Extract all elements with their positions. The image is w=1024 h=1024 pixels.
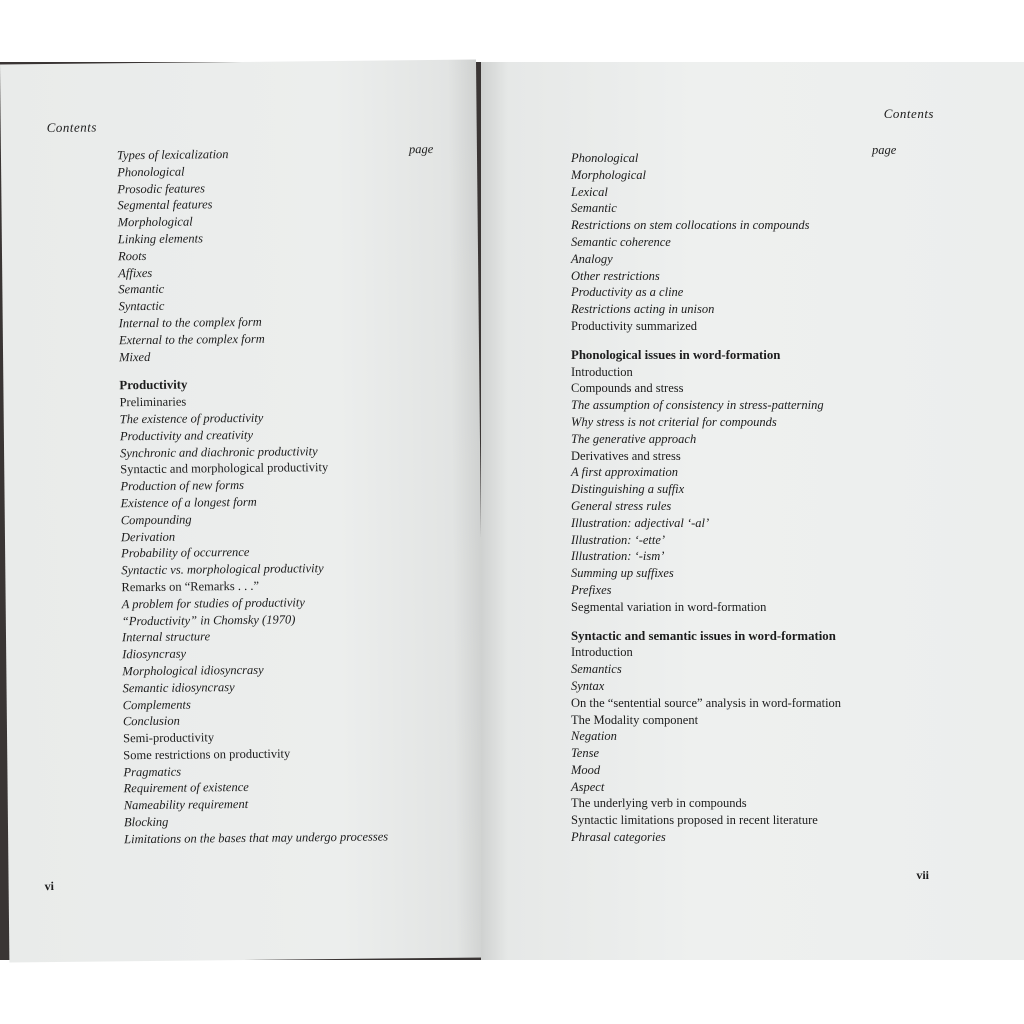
section-title: Productivity summarized — [571, 318, 698, 333]
section-title: Syntax — [571, 678, 605, 693]
section-title: Phonological — [571, 151, 639, 165]
folio: vi — [44, 878, 55, 894]
section-title: Morphological idiosyncrasy — [122, 662, 264, 679]
section-title: Existence of a longest form — [120, 494, 257, 511]
section-title: The existence of productivity — [119, 410, 264, 427]
section-title: Mixed — [119, 349, 151, 364]
section-title: Syntactic and morphological productivity — [120, 460, 329, 477]
section-title: Restrictions on stem collocations in compounds — [571, 218, 810, 233]
section-title: The underlying verb in compounds — [571, 796, 747, 811]
section-title: The generative approach — [571, 431, 697, 446]
section-title: Production of new forms — [120, 478, 245, 494]
section-title: Syntactic and semantic issues in word-formation — [571, 628, 836, 643]
section-title: Distinguishing a suffix — [571, 482, 685, 497]
section-title: Syntactic vs. morphological productivity — [121, 561, 324, 578]
section-title: Affixes — [118, 265, 153, 280]
section-title: Types of lexicalization — [116, 147, 229, 163]
section-title: Lexical — [571, 184, 608, 199]
running-head: Contents — [883, 106, 934, 121]
section-title: Summing up suffixes — [571, 566, 674, 581]
section-title: Requirement of existence — [123, 780, 249, 796]
page-column-label: page — [872, 143, 897, 157]
section-title: Remarks on “Remarks . . .” — [121, 578, 260, 595]
section-title: Conclusion — [122, 713, 180, 729]
section-title: Nameability requirement — [123, 797, 249, 813]
section-title: Pragmatics — [123, 764, 182, 779]
page-column-label: page — [408, 141, 434, 157]
section-title: Derivatives and stress — [571, 448, 681, 463]
section-title: Syntactic limitations proposed in recent literature — [571, 813, 818, 828]
section-title: Illustration: adjectival ‘-al’ — [571, 515, 710, 530]
section-title: Segmental features — [117, 197, 213, 213]
section-title: A first approximation — [571, 465, 678, 480]
section-title: Aspect — [571, 779, 605, 794]
section-title: Internal to the complex form — [118, 314, 262, 331]
section-title: Synchronic and diachronic productivity — [120, 443, 318, 460]
section-title: Semantic idiosyncrasy — [122, 679, 235, 695]
section-title: On the “sentential source” analysis in word-formation — [571, 695, 842, 710]
section-title: Syntactic — [118, 298, 165, 314]
section-title: Idiosyncrasy — [122, 646, 187, 662]
section-title: Internal structure — [121, 629, 211, 645]
book-spread — [0, 62, 1024, 960]
section-title: Prosodic features — [117, 180, 205, 196]
section-title: Semantic — [118, 282, 165, 297]
section-title: Limitations on the bases that may undergo processes — [124, 829, 389, 847]
section-title: Analogy — [571, 251, 613, 266]
section-title: Compounds and stress — [571, 381, 684, 396]
section-title: Illustration: ‘-ism’ — [571, 549, 665, 564]
section-title: The Modality component — [571, 712, 699, 727]
section-title: Why stress is not criterial for compounds — [571, 414, 777, 429]
section-title: External to the complex form — [118, 331, 265, 348]
section-title: A problem for studies of productivity — [121, 595, 305, 611]
section-title: Introduction — [571, 364, 633, 379]
section-title: Morphological — [117, 214, 193, 230]
section-title: Probability of occurrence — [121, 545, 250, 561]
section-title: Preliminaries — [119, 394, 187, 410]
section-title: General stress rules — [571, 498, 672, 513]
section-title: Some restrictions on productivity — [123, 746, 291, 763]
section-title: Introduction — [571, 645, 633, 660]
right-page — [481, 62, 1024, 960]
section-title: Other restrictions — [571, 268, 660, 283]
section-title: Derivation — [120, 529, 176, 544]
section-title: Productivity as a cline — [571, 285, 684, 300]
section-title: Compounding — [120, 512, 192, 527]
folio: vii — [916, 868, 929, 882]
section-title: Semantic coherence — [571, 234, 671, 249]
section-title: Semantics — [571, 662, 622, 677]
section-title: Phrasal categories — [571, 830, 666, 845]
toc-list — [1, 147, 389, 849]
section-title: Phonological — [117, 164, 185, 180]
section-title: Blocking — [123, 814, 169, 830]
left-page — [0, 60, 485, 963]
section-title: Negation — [571, 729, 617, 744]
running-head: Contents — [46, 119, 97, 136]
section-title: Phonological issues in word-formation — [571, 347, 781, 362]
section-title: Productivity and creativity — [119, 427, 254, 444]
section-title: Tense — [571, 746, 600, 761]
section-title: Mood — [571, 762, 601, 777]
section-title: Semantic — [571, 201, 617, 216]
section-title: Complements — [122, 697, 191, 712]
section-title: Restrictions acting in unison — [571, 302, 715, 317]
section-title: Prefixes — [571, 582, 612, 597]
section-title: Segmental variation in word-formation — [571, 599, 767, 614]
section-title: Linking elements — [117, 231, 203, 247]
section-title: The assumption of consistency in stress-patterning — [571, 398, 824, 413]
section-title: “Productivity” in Chomsky (1970) — [121, 611, 296, 628]
section-title: Roots — [117, 248, 147, 264]
section-title: Morphological — [571, 167, 646, 182]
section-title: Productivity — [119, 377, 188, 393]
section-title: Illustration: ‘-ette’ — [571, 532, 666, 547]
section-title: Semi-productivity — [123, 730, 215, 746]
